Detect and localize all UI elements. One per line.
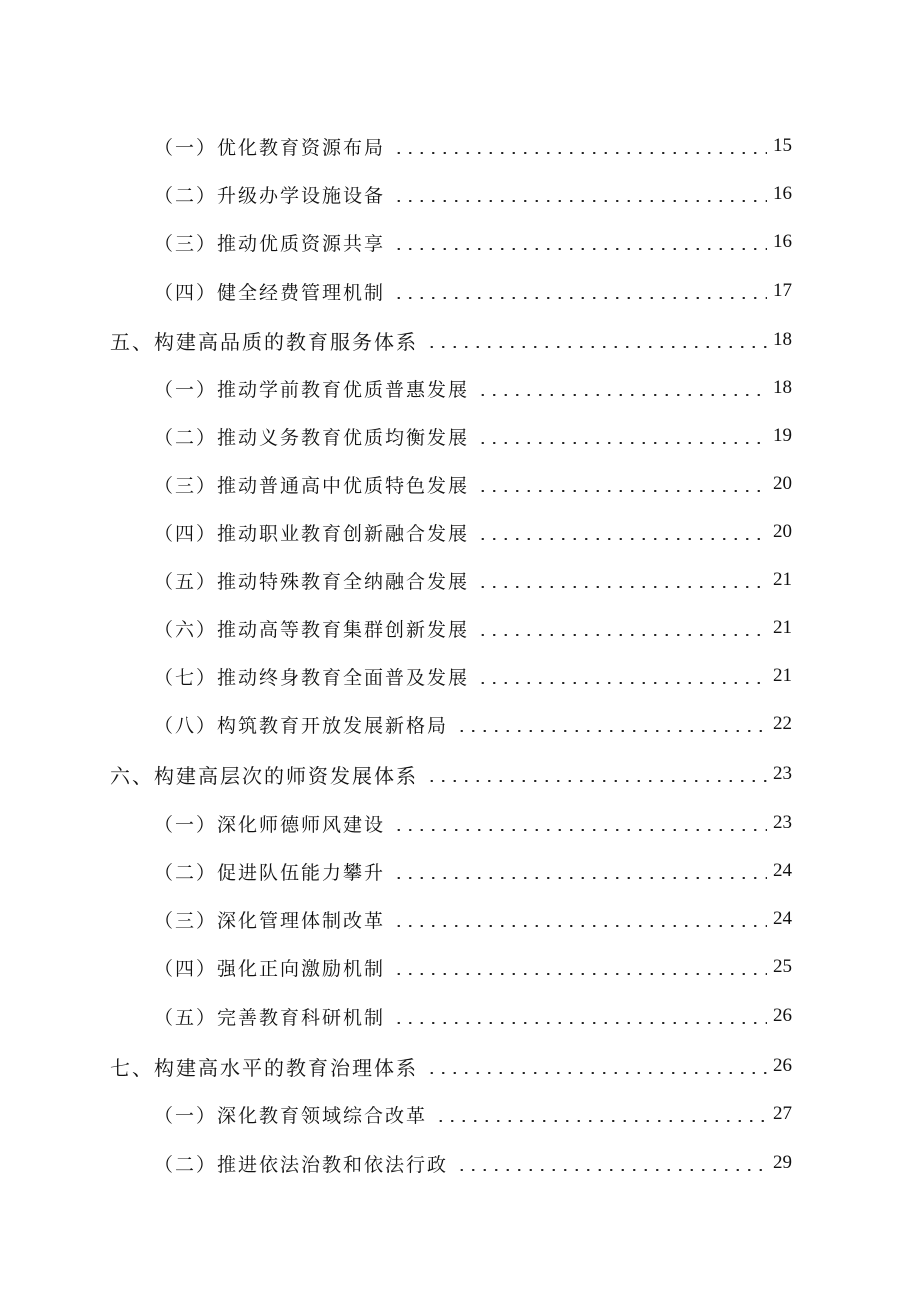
toc-entry[interactable] (154, 608, 792, 648)
toc-entry[interactable] (154, 1094, 792, 1134)
toc-entry[interactable] (154, 512, 792, 552)
toc-entry-title: （一）优化教育资源布局 (154, 136, 386, 159)
toc-entry-title: 七、构建高水平的教育治理体系 (110, 1055, 418, 1080)
toc-entry[interactable] (154, 174, 792, 214)
toc-entry-page: 24 (773, 908, 792, 929)
toc-entry-page: 17 (773, 280, 792, 301)
toc-dot-leader (393, 877, 767, 879)
toc-entry[interactable] (154, 222, 792, 262)
toc-dot-leader (426, 780, 767, 782)
toc-dot-leader (456, 1169, 767, 1171)
toc-entry[interactable] (154, 704, 792, 744)
toc-entry-title: （一）推动学前教育优质普惠发展 (154, 378, 470, 401)
toc-entry[interactable] (154, 899, 792, 939)
toc-entry-title: （六）推动高等教育集群创新发展 (154, 618, 470, 641)
toc-entry-page: 23 (773, 763, 792, 784)
toc-entry-page: 26 (773, 1055, 792, 1076)
toc-entry[interactable] (154, 416, 792, 456)
toc-dot-leader (477, 442, 767, 444)
toc-entry-page: 15 (773, 135, 792, 156)
toc-entry[interactable] (154, 1143, 792, 1183)
toc-entry[interactable] (154, 271, 792, 311)
toc-entry-title: 六、构建高层次的师资发展体系 (110, 763, 418, 788)
toc-section-entry[interactable] (110, 754, 792, 794)
toc-entry-page: 18 (773, 377, 792, 398)
toc-dot-leader (477, 538, 767, 540)
toc-entry-title: （一）深化师德师风建设 (154, 813, 386, 836)
toc-entry-title: （五）完善教育科研机制 (154, 1006, 386, 1029)
toc-entry-title: （五）推动特殊教育全纳融合发展 (154, 570, 470, 593)
toc-entry-page: 23 (773, 812, 792, 833)
toc-entry-title: （七）推动终身教育全面普及发展 (154, 666, 470, 689)
toc-entry-page: 16 (773, 183, 792, 204)
toc-entry-title: （二）升级办学设施设备 (154, 184, 386, 207)
toc-dot-leader (435, 1120, 767, 1122)
toc-dot-leader (477, 586, 767, 588)
toc-entry[interactable] (154, 368, 792, 408)
toc-entry-page: 25 (773, 956, 792, 977)
toc-dot-leader (393, 248, 767, 250)
toc-dot-leader (426, 346, 767, 348)
toc-entry-page: 20 (773, 473, 792, 494)
toc-dot-leader (393, 200, 767, 202)
toc-entry-title: 五、构建高品质的教育服务体系 (110, 329, 418, 354)
toc-entry[interactable] (154, 560, 792, 600)
toc-entry[interactable] (154, 851, 792, 891)
toc-entry[interactable] (154, 947, 792, 987)
toc-dot-leader (393, 297, 767, 299)
toc-entry-page: 19 (773, 425, 792, 446)
toc-dot-leader (393, 152, 767, 154)
toc-entry-page: 21 (773, 569, 792, 590)
toc-entry-title: （二）推动义务教育优质均衡发展 (154, 426, 470, 449)
toc-dot-leader (456, 730, 767, 732)
toc-entry-page: 21 (773, 665, 792, 686)
toc-entry[interactable] (154, 126, 792, 166)
toc-entry-title: （二）促进队伍能力攀升 (154, 861, 386, 884)
toc-entry-page: 16 (773, 231, 792, 252)
toc-entry-page: 21 (773, 617, 792, 638)
toc-entry-page: 26 (773, 1005, 792, 1026)
toc-dot-leader (477, 682, 767, 684)
toc-entry-title: （四）健全经费管理机制 (154, 281, 386, 304)
toc-entry-page: 18 (773, 329, 792, 350)
toc-entry-title: （一）深化教育领域综合改革 (154, 1104, 428, 1127)
toc-entry-title: （四）推动职业教育创新融合发展 (154, 522, 470, 545)
toc-dot-leader (477, 490, 767, 492)
toc-entry-title: （三）推动优质资源共享 (154, 232, 386, 255)
toc-entry[interactable] (154, 464, 792, 504)
toc-entry-page: 27 (773, 1103, 792, 1124)
toc-dot-leader (393, 829, 767, 831)
toc-dot-leader (393, 925, 767, 927)
toc-entry-title: （四）强化正向激励机制 (154, 957, 386, 980)
toc-entry-title: （二）推进依法治教和依法行政 (154, 1153, 449, 1176)
toc-entry-page: 22 (773, 713, 792, 734)
toc-entry-page: 24 (773, 860, 792, 881)
toc-entry[interactable] (154, 803, 792, 843)
toc-entry-title: （三）深化管理体制改革 (154, 909, 386, 932)
toc-section-entry[interactable] (110, 1046, 792, 1086)
toc-dot-leader (426, 1072, 767, 1074)
toc-dot-leader (393, 1022, 767, 1024)
toc-entry-title: （三）推动普通高中优质特色发展 (154, 474, 470, 497)
toc-dot-leader (393, 973, 767, 975)
toc-entry[interactable] (154, 656, 792, 696)
toc-section-entry[interactable] (110, 320, 792, 360)
toc-entry-page: 20 (773, 521, 792, 542)
toc-dot-leader (477, 634, 767, 636)
toc-entry-page: 29 (773, 1152, 792, 1173)
toc-entry-title: （八）构筑教育开放发展新格局 (154, 714, 449, 737)
toc-dot-leader (477, 394, 767, 396)
toc-entry[interactable] (154, 996, 792, 1036)
